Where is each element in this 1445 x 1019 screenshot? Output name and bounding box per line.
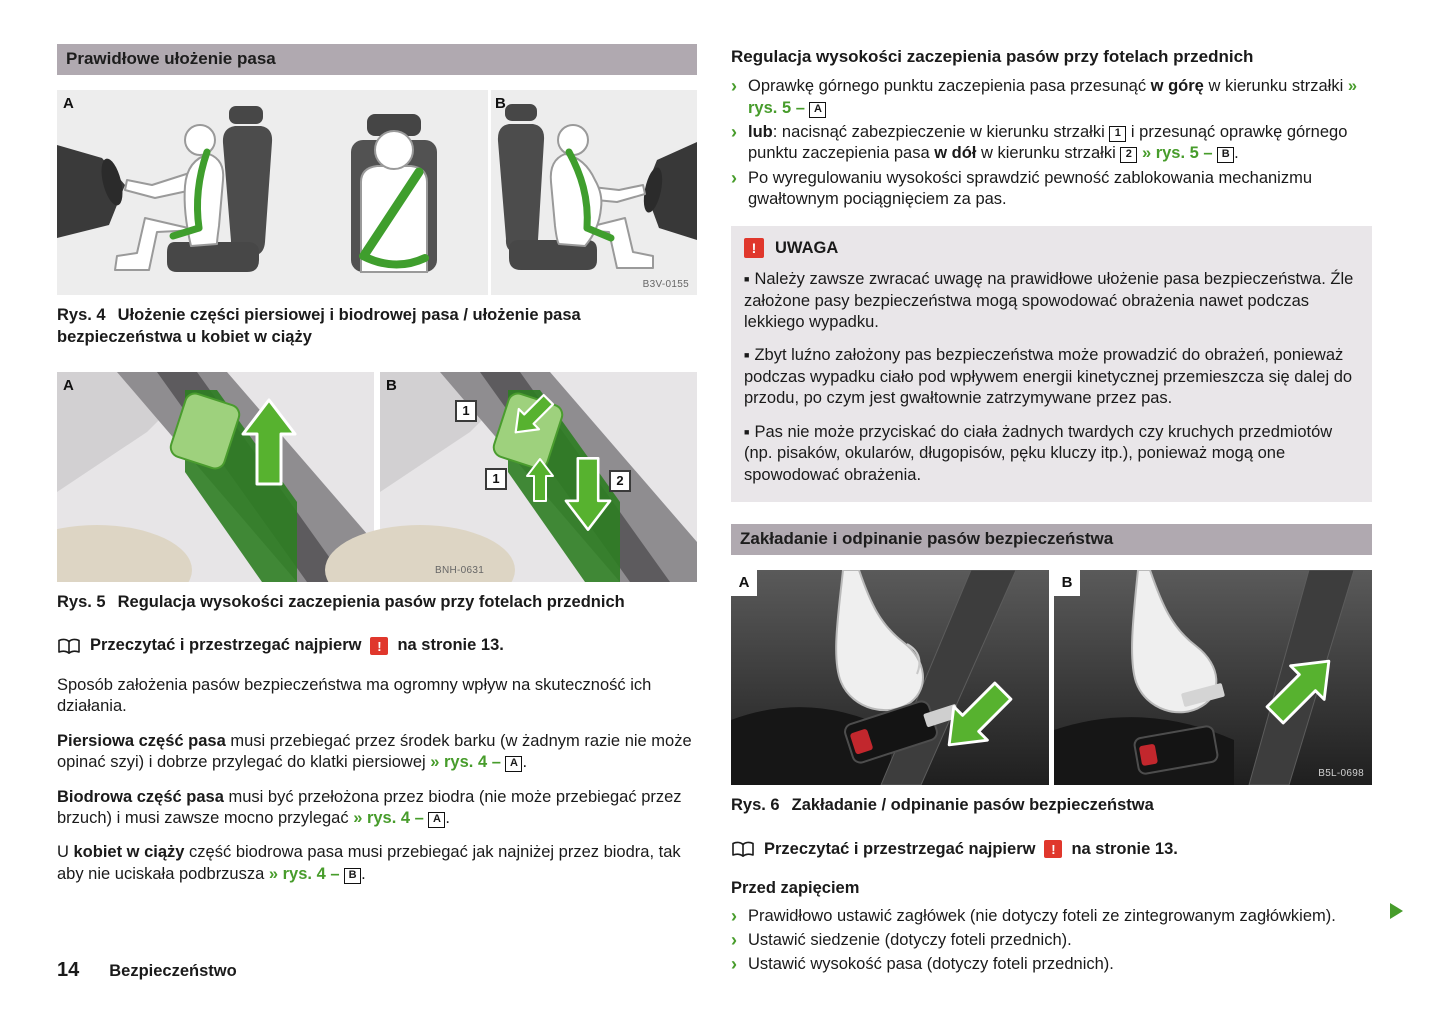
warning-icon: ! xyxy=(744,238,764,258)
right-column xyxy=(731,44,1372,979)
text: . xyxy=(1234,144,1239,163)
square-bullet-icon: ■ xyxy=(744,274,750,285)
panel-a-fasten xyxy=(731,570,1049,785)
list-item-move-up xyxy=(731,76,1372,119)
text: musi być przełożona przez biodra (nie może przebiegać przez brzuch) i musi zawsze mocno przylegać xyxy=(57,787,682,828)
figure-number: Rys. 6 xyxy=(731,796,780,815)
warning-icon: ! xyxy=(370,637,388,655)
panel-a xyxy=(57,372,374,582)
text: Pas nie może przyciskać do ciała żadnych twardych czy kruchych przedmiotów (np. pisaków, okularów, długopisów, pęku kluczy itp.), ponieważ mogą one spowodować obrażenia. xyxy=(744,422,1333,484)
paragraph xyxy=(57,731,697,774)
list-item-move-down xyxy=(731,122,1372,165)
warning-item xyxy=(744,345,1359,409)
text: Należy zawsze zwracać uwagę na prawidłowe ułożenie pasa bezpieczeństwa. Źle założone pasy bezpieczeństwa mogą spowodować obrażenia nawet podczas lekkiego wypadku. xyxy=(744,270,1354,332)
list-item-headrest xyxy=(731,906,1372,927)
note-suffix: na stronie 13. xyxy=(1071,839,1178,858)
bold-text: Biodrowa część pasa xyxy=(57,787,224,806)
belt-height-adjuster-illustration xyxy=(57,372,697,582)
figure-number: Rys. 4 xyxy=(57,306,106,325)
ref-box-1: 1 xyxy=(1109,126,1126,142)
page-footer xyxy=(57,957,237,983)
callout-1-badge: 1 xyxy=(485,468,507,490)
text: w kierunku strzałki xyxy=(1203,77,1348,96)
page-number: 14 xyxy=(57,959,80,981)
text: : nacisnąć zabezpieczenie w kierunku strzałki xyxy=(772,122,1110,141)
figure-5-image xyxy=(57,372,697,582)
bullet-arrow-icon: › xyxy=(731,167,737,188)
caption-text: Regulacja wysokości zaczepienia pasów przy fotelach przednich xyxy=(117,592,625,611)
panel-b-unfasten xyxy=(1054,570,1372,785)
square-bullet-icon: ■ xyxy=(744,426,750,437)
text: Oprawkę górnego punktu zaczepienia pasa przesunąć xyxy=(748,77,1151,96)
book-icon xyxy=(57,638,81,655)
bold-text: w dół xyxy=(934,144,977,163)
section-title: Zakładanie i odpinanie pasów bezpieczeństwa xyxy=(740,529,1114,549)
figure-4-caption xyxy=(57,305,697,348)
warning-title-text: UWAGA xyxy=(775,238,839,257)
text: Prawidłowo ustawić zagłówek (nie dotyczy foteli ze zintegrowanym zagłówkiem). xyxy=(748,906,1336,925)
figure-code: B3V-0155 xyxy=(642,279,689,291)
text: Zbyt luźno założony pas bezpieczeństwa może prowadzić do obrażeń, ponieważ podczas wypadku ciało pod wpływem energii kinetycznej przemieszcza się dalej do przodu, po czym jest gwałtownie zatrzymywane przez pas. xyxy=(744,346,1353,408)
caption-text: Zakładanie / odpinanie pasów bezpieczeństwa xyxy=(791,796,1154,815)
figure-6-caption xyxy=(731,795,1372,816)
text: Ustawić siedzenie (dotyczy foteli przednich). xyxy=(748,930,1072,949)
warning-icon: ! xyxy=(1044,840,1062,858)
text: U xyxy=(57,843,74,862)
panel-label-a: A xyxy=(63,376,74,394)
note-text: Przeczytać i przestrzegać najpierw xyxy=(90,636,362,655)
ref-box-b: B xyxy=(344,868,361,884)
section-header-fasten-unfasten xyxy=(731,524,1372,555)
ref-box-b: B xyxy=(1217,147,1234,163)
text: i przesunąć oprawkę górnego punktu zaczepienia pasa xyxy=(748,122,1348,163)
cross-reference-link[interactable]: » rys. 4 – xyxy=(353,809,429,828)
book-icon xyxy=(731,841,755,858)
panel-label-b: B xyxy=(386,376,397,394)
paragraph xyxy=(57,842,697,885)
bold-text: kobiet w ciąży xyxy=(73,843,185,862)
text: . xyxy=(445,809,451,828)
panel-label-b: B xyxy=(495,95,506,113)
panel-label-a: A xyxy=(63,95,74,113)
cross-reference-link[interactable]: » rys. 5 – xyxy=(1137,144,1218,163)
left-column xyxy=(57,44,697,898)
continue-arrow-icon xyxy=(1390,903,1403,919)
warning-box xyxy=(731,226,1372,502)
text: Po wyregulowaniu wysokości sprawdzić pewność zablokowania mechanizmu gwałtownym pociągnięciem za pas. xyxy=(748,168,1313,209)
buckle-illustration xyxy=(731,570,1372,785)
note-text: Przeczytać i przestrzegać najpierw xyxy=(764,839,1036,858)
cross-reference-link[interactable]: » rys. 5 – xyxy=(748,77,1358,117)
paragraph: Sposób założenia pasów bezpieczeństwa ma ogromny wpływ na skuteczność ich działania. xyxy=(57,675,652,716)
text: . xyxy=(361,864,366,883)
ref-box-a: A xyxy=(428,812,445,828)
read-first-note xyxy=(731,839,1372,860)
panel-label-b: B xyxy=(1054,570,1080,596)
text: w kierunku strzałki xyxy=(976,144,1121,163)
caption-text: Ułożenie części piersiowej i biodrowej pasa / ułożenie pasa bezpieczeństwa u kobiet w ciąży xyxy=(57,306,581,346)
cross-reference-link[interactable]: » rys. 4 – xyxy=(430,753,506,772)
square-bullet-icon: ■ xyxy=(744,350,750,361)
subheading-before-fastening: Przed zapięciem xyxy=(731,879,860,898)
footer-section-name: Bezpieczeństwo xyxy=(109,962,237,980)
bold-text: w górę xyxy=(1150,77,1204,96)
bold-text: Piersiowa część pasa xyxy=(57,731,226,750)
text: część biodrowa pasa musi przebiegać jak najniżej przez biodra, tak aby nie uciskała podbrzusza xyxy=(57,843,681,883)
subsection-heading: Regulacja wysokości zaczepienia pasów przy fotelach przednich xyxy=(731,47,1254,66)
warning-item xyxy=(744,269,1359,333)
panel-label-a: A xyxy=(731,570,757,596)
figure-4-image xyxy=(57,90,697,295)
warning-item xyxy=(744,422,1359,486)
note-suffix: na stronie 13. xyxy=(397,636,504,655)
section-header-belt-position xyxy=(57,44,697,75)
cross-reference-link[interactable]: » rys. 4 – xyxy=(268,864,345,883)
list-item-seat xyxy=(731,930,1372,951)
text: . xyxy=(522,753,528,772)
text: Ustawić wysokość pasa (dotyczy foteli przednich). xyxy=(748,955,1114,974)
ref-box-2: 2 xyxy=(1120,147,1137,163)
figure-code: BNH-0631 xyxy=(435,564,485,576)
figure-5-caption xyxy=(57,592,697,613)
figure-6-image xyxy=(731,570,1372,785)
callout-1-badge: 1 xyxy=(455,400,477,422)
ref-box-a: A xyxy=(505,756,522,772)
read-first-note xyxy=(57,635,697,656)
bullet-arrow-icon: › xyxy=(731,76,737,97)
callout-2-badge: 2 xyxy=(609,470,631,492)
bullet-arrow-icon: › xyxy=(731,954,737,975)
bold-text: lub xyxy=(748,122,773,141)
paragraph xyxy=(57,787,697,830)
figure-number: Rys. 5 xyxy=(57,592,106,611)
bullet-arrow-icon: › xyxy=(731,905,737,926)
ref-box-a: A xyxy=(809,102,826,118)
bullet-arrow-icon: › xyxy=(731,121,737,142)
bullet-arrow-icon: › xyxy=(731,929,737,950)
list-item-check-lock xyxy=(731,168,1372,211)
panel-b xyxy=(325,372,697,582)
warning-box-title xyxy=(744,238,1359,259)
seatbelt-position-illustration xyxy=(57,90,697,295)
figure-code: B5L-0698 xyxy=(1318,768,1364,780)
section-title: Prawidłowe ułożenie pasa xyxy=(66,49,276,68)
text: musi przebiegać przez środek barku (w żadnym razie nie może opinać szyi) i dobrze przylegać do klatki piersiowej xyxy=(57,731,692,772)
list-item-belt-height xyxy=(731,954,1372,975)
